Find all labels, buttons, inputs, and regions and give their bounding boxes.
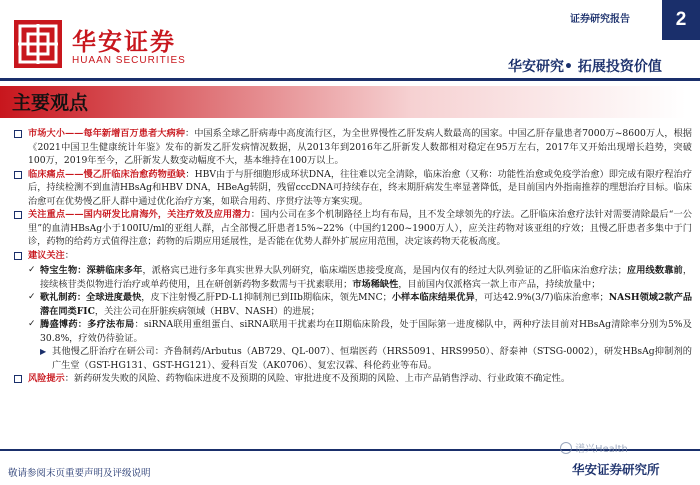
sub-lead: 特宝生物：深耕临床多年: [40, 265, 143, 276]
point-market-size: [14, 127, 692, 168]
sub-lead: NASH领域2款产品潜在同类FIC: [40, 292, 693, 317]
sub-point-others: [14, 345, 692, 372]
point-lead: 市场大小——每年新增百万患者大病种: [28, 128, 185, 139]
sub-point-brii: [14, 318, 692, 345]
point-body: ：: [64, 249, 74, 261]
page-number: 2: [662, 0, 700, 40]
check-bullet-icon: ✓: [28, 265, 36, 275]
section-banner: [0, 86, 686, 118]
point-body: ：中国系全球乙肝病毒中高度流行区，为全世界慢性乙肝发病人数最高的国家。中国乙肝存量患者7000万~8600万人，根据《2021中国卫生健康统计年鉴》发布的新发乙肝发病情况数据，从2013年到2016年乙肝新发人数都相对稳定在95万左右，2017年又开始出现增长趋势，突破100万，2019年至今，乙肝新发人数变动幅度不大，基本维持在100万以上。: [28, 128, 692, 166]
slogan: 华安研究• 拓展投资价值: [508, 59, 662, 75]
company-logo: [14, 20, 62, 68]
point-body: ：国内公司在多个机制路径上均有布局，且不发全球领先的疗法。乙肝临床治愈疗法针对需要清除最后“一公里”的血清HBsAg小于100IU/ml的亚组人群，占全部慢乙肝患者15%~22%（中国约1200~1900万人），应关注药物对该亚组的疗效；且慢乙肝患者多集中于门诊，药物的给药方式值得注意；药物的后期应用延展性，是否能在优势人群外扩展应用范围，决定该药物天花板高度。: [28, 209, 692, 247]
sub-body: ，关注公司在肝脏疾病领域（HBV、NASH）的进展；: [94, 305, 320, 317]
sub-body: ，接续核苷类似物进行治疗或单药使用，且在研创新药物多数需与干扰素联用；: [40, 265, 693, 290]
footer-brand: 华安证券研究所: [572, 462, 660, 477]
sub-body: ，派格宾已进行多年真实世界大队列研究，临床端医患接受度高，是国内仅有的经过大队列验证的乙肝临床治愈疗法；: [142, 265, 627, 276]
other-body: 其他慢乙肝治疗在研公司：齐鲁制药/Arbutus（AB729、QL-007）、恒瑞医药（HRS5091、HRS9950）、舒泰神（STSG-0002），研发HBsAg抑制剂的广生堂（GST-HG131、GST-HG121）、爱科百发（AK0706）、复宏汉霖、科伦药业等布局。: [52, 346, 692, 371]
report-type: 证券研究报告: [570, 14, 630, 25]
point-lead: 风险提示: [28, 373, 65, 384]
point-focus: [14, 208, 692, 249]
brand-name-en: HUAAN SECURITIES: [72, 55, 186, 66]
point-lead: 关注重点——国内研发比肩海外，关注疗效及应用潜力: [28, 209, 251, 220]
point-recommend: [14, 249, 692, 265]
sub-lead: 腾盛博药：多疗法布局: [40, 319, 135, 330]
square-bullet-icon: [14, 127, 28, 168]
check-bullet-icon: ✓: [28, 292, 36, 302]
square-bullet-icon: [14, 168, 28, 209]
brand-name-cn: 华安证券: [72, 27, 176, 56]
sub-point-tebao: [14, 264, 692, 291]
square-bullet-icon: [14, 372, 28, 388]
point-risk: [14, 372, 692, 388]
point-lead: 临床痛点——慢乙肝临床治愈药物亟缺: [28, 168, 186, 180]
check-bullet-icon: ✓: [28, 319, 36, 329]
header-divider: [0, 78, 700, 81]
triangle-bullet-icon: ▶: [40, 347, 47, 356]
watermark: [560, 440, 628, 455]
point-lead: 建议关注: [28, 249, 65, 261]
sub-lead: 小样本临床结果优异: [391, 292, 475, 303]
sub-body: ：siRNA联用重组蛋白、siRNA联用干扰素均在II期临床阶段，处于国际第一进度梯队中，两种疗法目前对HBsAg清除率分别为5%及30.8%，疗效仍待验证。: [40, 319, 692, 344]
watermark-text: 谱兴Health: [575, 444, 628, 455]
wechat-icon: [560, 442, 572, 454]
square-bullet-icon: [14, 249, 28, 265]
sub-lead: 歌礼制药：全球进度最快: [40, 292, 142, 303]
sub-lead: 市场稀缺性: [352, 278, 399, 290]
section-title: 主要观点: [12, 92, 89, 114]
point-body: ：新药研发失败的风险、药物临床进度不及预期的风险、审批进度不及预期的风险、上市产品销售浮动、行业政策不确定性。: [64, 373, 571, 384]
disclaimer-link[interactable]: 敬请参阅末页重要声明及评级说明: [8, 468, 151, 479]
square-bullet-icon: [14, 208, 28, 249]
sub-body: ，目前国内仅派格宾一款上市产品，持续放量中；: [398, 278, 601, 290]
sub-body: ，可达42.9%(3/7)临床治愈率；: [474, 292, 609, 303]
sub-lead: 应用线数靠前: [626, 265, 683, 276]
main-content: [14, 127, 692, 388]
logo-seal-icon: [14, 20, 62, 68]
point-clinical-pain: [14, 168, 692, 209]
point-body: ：HBV由于与肝细胞形成环状DNA，往往难以完全清除，临床治愈（又称：功能性治愈或免疫学治愈）即完成有限疗程治疗后，持续检测不到血清HBsAg和HBV DNA，HBeAg转阴，残留cccDNA可持续存在，终末期肝病发生率显著降低，是目前国内外指南推荐的理想治疗目标。临床治愈可在优势慢乙肝人群中通过优化治疗方案，如联合用药、序贯疗法等方案实现。: [28, 168, 693, 207]
sub-point-ascletis: [14, 291, 692, 318]
sub-body: ，皮下注射慢乙肝PD-L1抑制剂已到IIb期临床，领先MNC；: [141, 292, 392, 303]
